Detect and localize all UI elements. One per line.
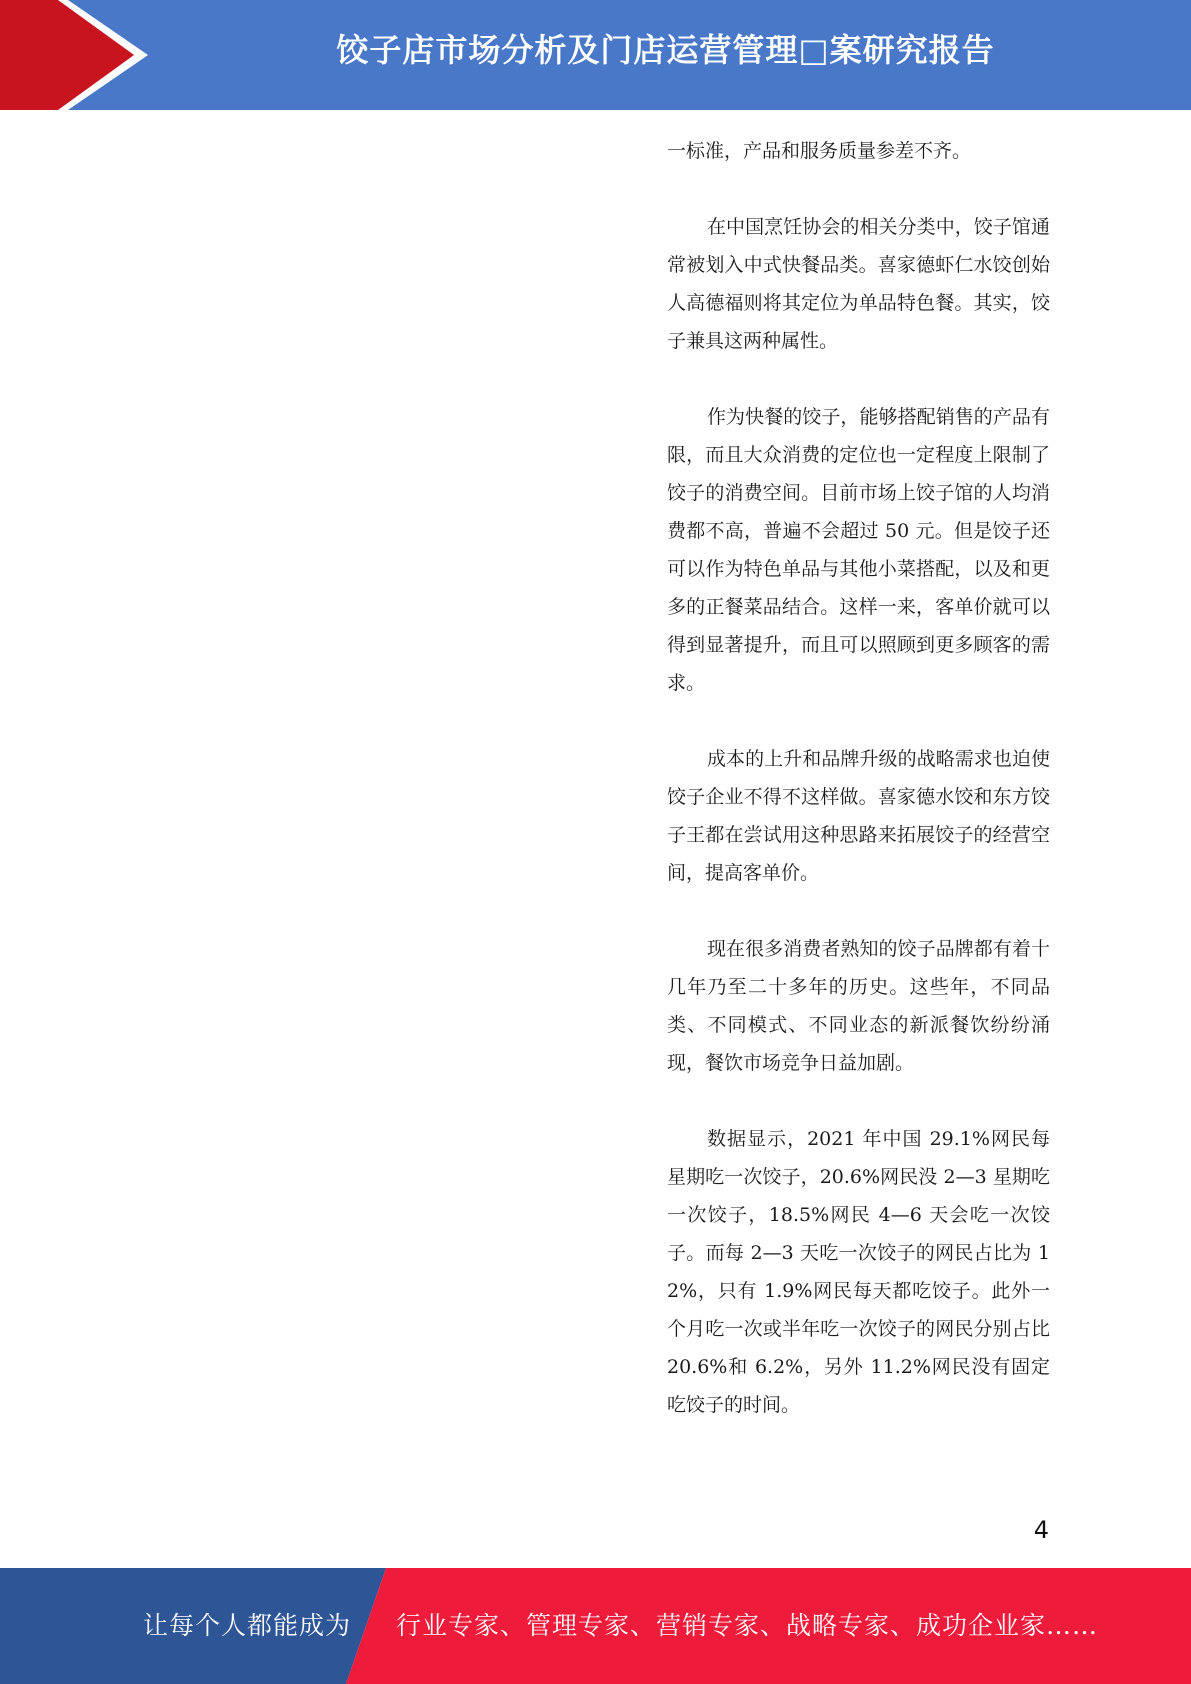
- document-title: 饺子店市场分析及门店运营管理□案研究报告: [336, 31, 995, 69]
- red-arrow-shape: [0, 0, 160, 110]
- paragraph: 现在很多消费者熟知的饺子品牌都有着十几年乃至二十多年的历史。这些年，不同品类、不同模式、不同业态的新派餐饮纷纷涌现，餐饮市场竞争日益加剧。: [667, 938, 1050, 1074]
- paragraph: 数据显示，2021 年中国 29.1%网民每星期吃一次饺子，20.6%网民没 2—3 星期吃一次饺子，18.5%网民 4—6 天会吃一次饺子。而每 2—3 天吃一次饺子的网民占比为 12%，只有 1.9%网民每天都吃饺子。此外一个月吃一次或半年吃一次饺子的网民分别占比 20.6%和 6.2%，另外 11.2%网民没有固定吃饺子的时间。: [667, 1128, 1050, 1416]
- page-footer: [0, 1568, 1191, 1684]
- body-text-column: [667, 132, 1050, 1462]
- paragraph: 成本的上升和品牌升级的战略需求也迫使饺子企业不得不这样做。喜家德水饺和东方饺子王都在尝试用这种思路来拓展饺子的经营空间，提高客单价。: [667, 748, 1050, 884]
- paragraph: 作为快餐的饺子，能够搭配销售的产品有限，而且大众消费的定位也一定程度上限制了饺子的消费空间。目前市场上饺子馆的人均消费都不高，普遍不会超过 50 元。但是饺子还可以作为特色单品与其他小菜搭配，以及和更多的正餐菜品结合。这样一来，客单价就可以得到显著提升，而且可以照顾到更多顾客的需求。: [667, 406, 1050, 694]
- footer-slogan-right: 行业专家、管理专家、营销专家、战略专家、成功企业家……: [396, 1611, 1099, 1640]
- paragraph: 一标准，产品和服务质量参差不齐。: [667, 140, 972, 162]
- paragraph: 在中国烹饪协会的相关分类中，饺子馆通常被划入中式快餐品类。喜家德虾仁水饺创始人高德福则将其定位为单品特色餐。其实，饺子兼具这两种属性。: [667, 216, 1050, 352]
- page-header: [0, 0, 1191, 110]
- footer-slogan-left: 让每个人都能成为: [143, 1611, 352, 1640]
- page-number: 4: [1033, 1516, 1049, 1544]
